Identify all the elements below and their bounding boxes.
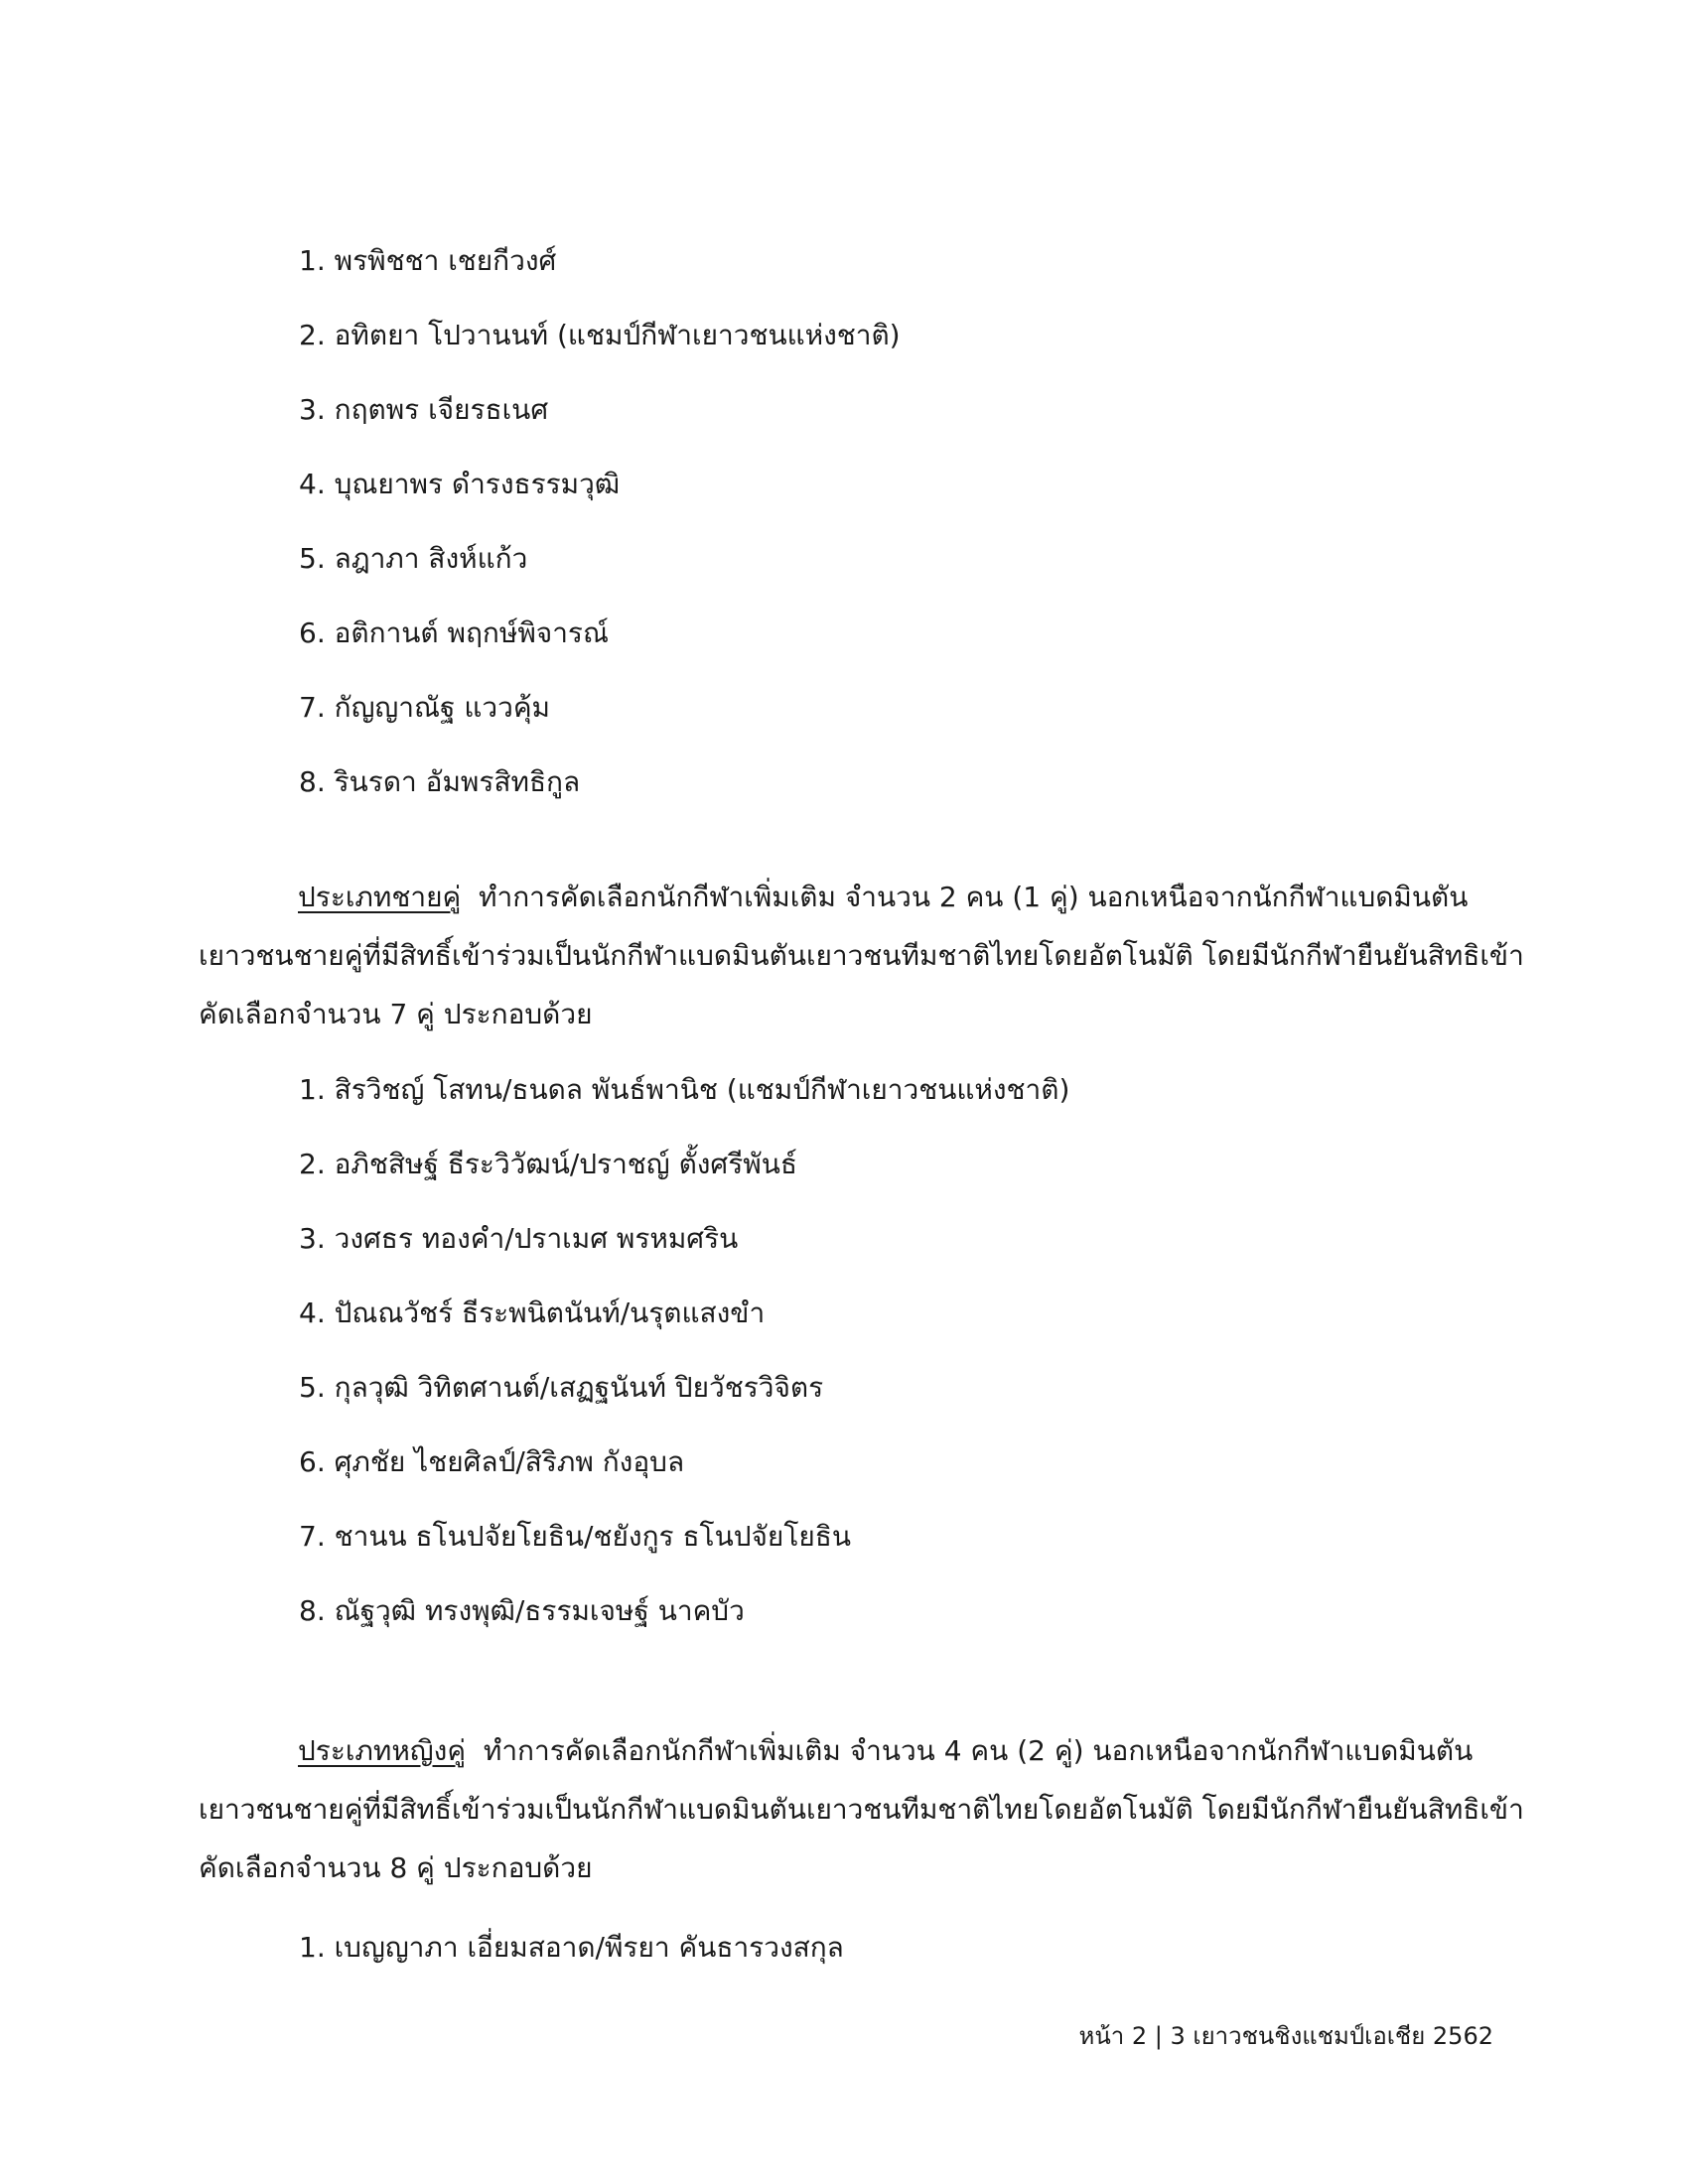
paragraph-line: เยาวชนชายคู่ที่มีสิทธิ์เข้าร่วมเป็นนักกีฬาแบดมินตันเยาวชนทีมชาติไทยโดยอัตโนมัติ โดยมีนักกีฬายืนยันสิทธิเข้า [199,1793,1524,1826]
singles-player-list [299,223,1471,819]
womens-doubles-paragraph [199,1721,1524,1897]
list-item: 1. สิรวิชญ์ โสทน/ธนดล พันธ์พานิช (แชมป์กีฬาเยาวชนแห่งชาติ) [299,1073,1070,1106]
mens-doubles-heading: ประเภทชายคู่ [298,881,462,913]
list-item: 8. ณัฐวุฒิ ทรงพุฒิ/ธรรมเจษฐ์ นาคบัว [299,1594,745,1627]
paragraph-text: ทำการคัดเลือกนักกีฬาเพิ่มเติม จำนวน 4 คน (2 คู่) นอกเหนือจากนักกีฬาแบดมินตัน [483,1734,1474,1767]
list-item: 5. ลฎาภา สิงห์แก้ว [299,542,528,575]
list-item: 1. พรพิชชา เชยกีวงศ์ [299,244,557,277]
paragraph-line: เยาวชนชายคู่ที่มีสิทธิ์เข้าร่วมเป็นนักกีฬาแบดมินตันเยาวชนทีมชาติไทยโดยอัตโนมัติ โดยมีนักกีฬายืนยันสิทธิเข้า [199,939,1524,972]
paragraph-line: คัดเลือกจำนวน 8 คู่ ประกอบด้วย [199,1851,593,1884]
list-item: 5. กุลวุฒิ วิทิตศานต์/เสฏฐนันท์ ปิยวัชรวิจิตร [299,1371,824,1404]
list-item: 6. ศุภชัย ไชยศิลป์/สิริภพ กังอุบล [299,1445,685,1478]
list-item: 8. รินรดา อัมพรสิทธิกูล [299,765,581,798]
paragraph-line [199,1721,1489,1780]
paragraph-text: ทำการคัดเลือกนักกีฬาเพิ่มเติม จำนวน 2 คน (1 คู่) นอกเหนือจากนักกีฬาแบดมินตัน [479,881,1469,913]
mens-doubles-pair-list [299,1052,1471,1648]
list-item: 7. ชานน ธโนปจัยโยธิน/ชยังกูร ธโนปจัยโยธิน [299,1520,851,1553]
page-footer: หน้า 2 | 3 เยาวชนชิงแชมป์เอเชีย 2562 [1078,2022,1493,2050]
womens-doubles-heading: ประเภทหญิงคู่ [298,1734,467,1767]
list-item: 1. เบญญาภา เอี่ยมสอาด/พีรยา คันธารวงสกุล [299,1931,844,1964]
list-item: 2. อภิชสิษฐ์ ธีระวิวัฒน์/ปราชญ์ ตั้งศรีพันธ์ [299,1148,797,1180]
mens-doubles-paragraph [199,868,1524,1043]
list-item: 7. กัญญาณัฐ แววคุ้ม [299,691,551,724]
list-item: 3. กฤตพร เจียรธเนศ [299,393,549,426]
womens-doubles-pair-list [299,1910,1471,1984]
list-item: 6. อติกานต์ พฤกษ์พิจารณ์ [299,616,609,649]
list-item: 3. วงศธร ทองคำ/ปราเมศ พรหมศริน [299,1222,739,1255]
paragraph-line: คัดเลือกจำนวน 7 คู่ ประกอบด้วย [199,998,593,1030]
list-item: 2. อทิตยา โปวานนท์ (แชมป์กีฬาเยาวชนแห่งชาติ) [299,319,901,351]
list-item: 4. ปัณณวัชร์ ธีระพนิตนันท์/นรุตแสงขำ [299,1297,766,1329]
paragraph-line [199,868,1489,926]
list-item: 4. บุณยาพร ดำรงธรรมวุฒิ [299,468,621,500]
